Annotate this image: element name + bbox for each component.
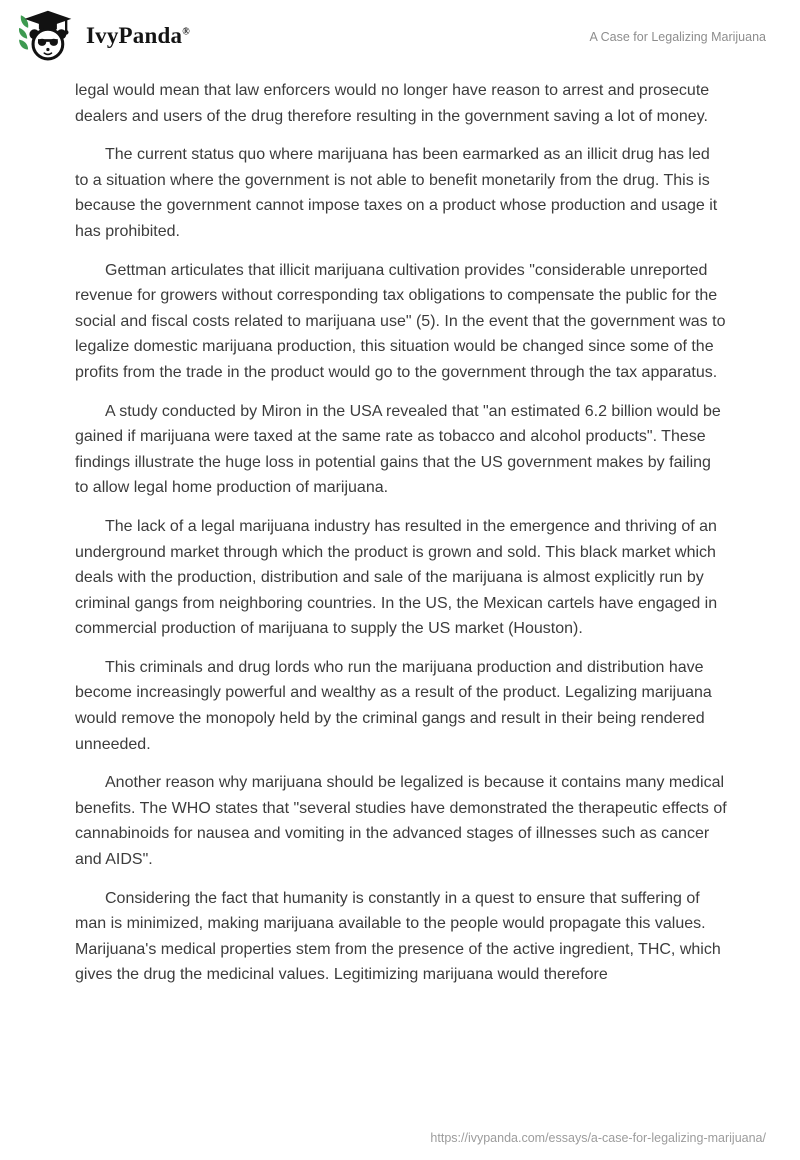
brand (18, 9, 190, 63)
essay-paragraph: The lack of a legal marijuana industry has resulted in the emergence and thriving of an underground market through which the product is grown and sold. This black market which deals with the production, distribution and sale of the marijuana is almost explicitly run by criminal gangs from neighboring countries. In the US, the Mexican cartels have engaged in commercial production of marijuana to supply the US market (Houston). (75, 517, 718, 638)
essay-paragraph: Another reason why marijuana should be legalized is because it contains many medical benefits. The WHO states that "several studies have demonstrated the therapeutic effects of cannabinoids for nausea and vomiting in the advanced stages of illnesses such as cancer and AIDS". (75, 774, 727, 869)
essay-paragraph: Considering the fact that humanity is constantly in a quest to ensure that suffering of man is minimized, making marijuana available to the people would propagate this values. Marijuana's medical properties stem from the presence of the active ingredient, THC, which gives the drug the medicinal values. Legitimizing marijuana would therefore (75, 889, 721, 984)
document-title: A Case for Legalizing Marijuana (589, 30, 766, 44)
panda-graduation-cap-logo-icon (18, 9, 76, 63)
registered-mark: ® (182, 26, 190, 38)
essay-paragraph: The current status quo where marijuana has been earmarked as an illicit drug has led to a situation where the government is not able to benefit monetarily from the drug. This is because the government cannot impose taxes on a product whose production and usage it has prohibited. (75, 146, 718, 240)
essay-paragraph: A study conducted by Miron in the USA revealed that "an estimated 6.2 billion would be gained if marijuana were taxed at the same rate as tobacco and alcohol products". These findings illustrate the huge loss in potential gains that the US government makes by failing to allow legal home production of marijuana. (75, 402, 721, 497)
essay-paragraph: legal would mean that law enforcers would no longer have reason to arrest and prosecute dealers and users of the drug therefore resulting in the government saving a lot of money. (75, 82, 710, 125)
brand-name: IvyPanda® (86, 23, 190, 48)
footer-source-url: https://ivypanda.com/essays/a-case-for-legalizing-marijuana/ (430, 1131, 766, 1145)
page-header (0, 0, 800, 62)
essay-content (0, 62, 800, 988)
essay-paragraph: Gettman articulates that illicit marijuana cultivation provides "considerable unreported revenue for growers without corresponding tax obligations to compensate the public for the social and fiscal costs related to marijuana use" (5). In the event that the government was to legalize domestic marijuana production, this situation would be changed since some of the profits from the trade in the product would go to the government through the tax apparatus. (75, 261, 726, 381)
essay-paragraph: This criminals and drug lords who run the marijuana production and distribution have become increasingly powerful and wealthy as a result of the product. Legalizing marijuana would remove the monopoly held by the criminal gangs and result in their being rendered unneeded. (75, 658, 712, 753)
